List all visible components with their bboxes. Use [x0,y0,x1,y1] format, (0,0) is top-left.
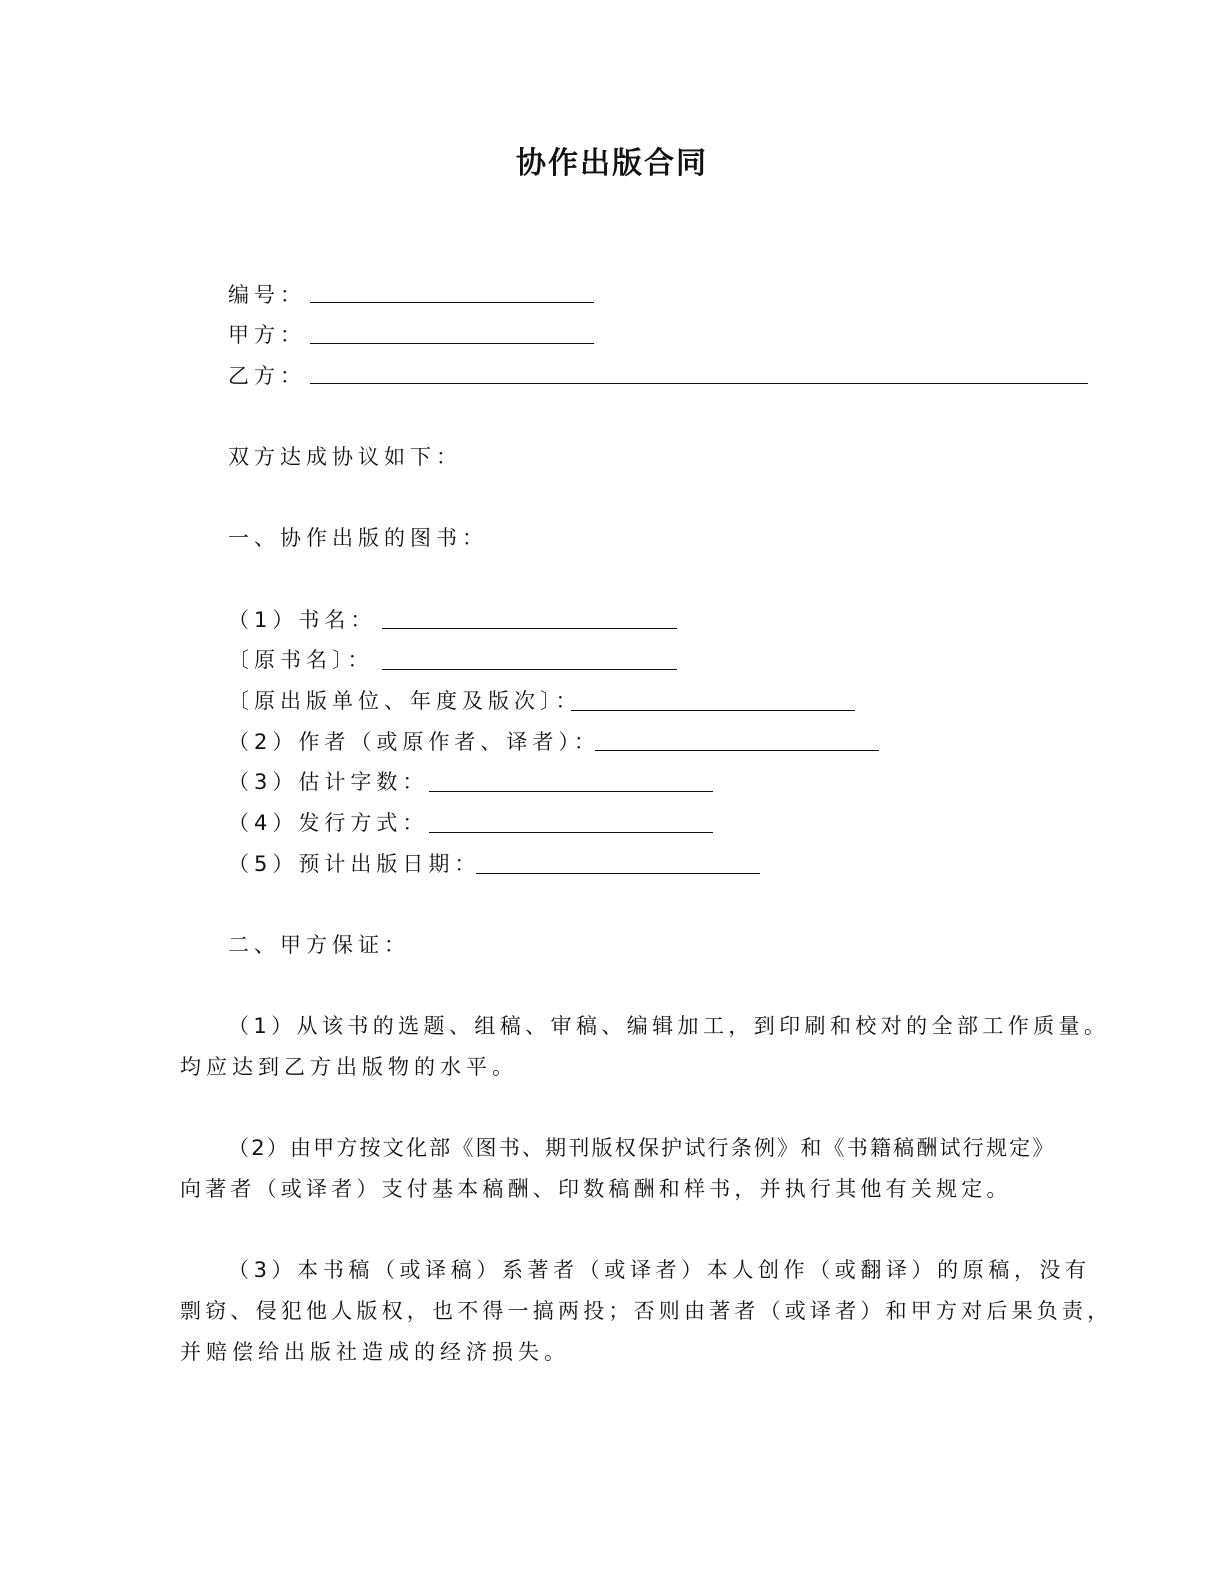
guarantee2-line1: （2）由甲方按文化部《图书、期刊版权保护试行条例》和《书籍稿酬试行规定》 [228,1136,1056,1160]
pub-date-blank[interactable] [476,873,760,874]
document-title: 协作出版合同 [516,146,708,181]
section2-heading: 二、甲方保证： [228,933,410,957]
guarantee1-line2: 均应达到乙方出版物的水平。 [180,1055,518,1079]
author-label: （2）作者（或原作者、译者）： [228,730,600,754]
guarantee3-line2: 剽窃、侵犯他人版权，也不得一搞两投；否则由著者（或译者）和甲方对后果负责， [180,1299,1113,1323]
number-blank[interactable] [310,302,594,303]
section1-heading: 一、协作出版的图书： [228,526,488,550]
party-b-blank[interactable] [310,383,1088,384]
intro-text: 双方达成协议如下： [228,445,462,469]
original-publisher-blank[interactable] [571,710,855,711]
guarantee1-line1: （1）从该书的选题、组稿、审稿、编辑加工，到印刷和校对的全部工作质量。 [228,1014,1110,1038]
number-label: 编号： [228,283,306,307]
word-count-blank[interactable] [429,791,713,792]
party-a-blank[interactable] [310,343,594,344]
book-name-blank[interactable] [382,628,677,629]
guarantee3-line3: 并赔偿给出版社造成的经济损失。 [180,1340,570,1364]
original-name-blank[interactable] [382,669,677,670]
original-name-label: 〔原书名〕： [228,648,374,672]
distribution-label: （4）发行方式： [228,811,429,835]
party-a-label: 甲方： [228,323,306,347]
word-count-label: （3）估计字数： [228,770,429,794]
pub-date-label: （5）预计出版日期： [228,852,481,876]
party-b-label: 乙方： [228,364,306,388]
distribution-blank[interactable] [429,832,713,833]
book-name-label: （1）书名： [228,608,377,632]
author-blank[interactable] [595,750,879,751]
guarantee2-line2: 向著者（或译者）支付基本稿酬、印数稿酬和样书，并执行其他有关规定。 [180,1177,1012,1201]
original-publisher-label: 〔原出版单位、年度及版次〕： [228,689,582,713]
guarantee3-line1: （3）本书稿（或译稿）系著者（或译者）本人创作（或翻译）的原稿，没有 [228,1258,1091,1282]
